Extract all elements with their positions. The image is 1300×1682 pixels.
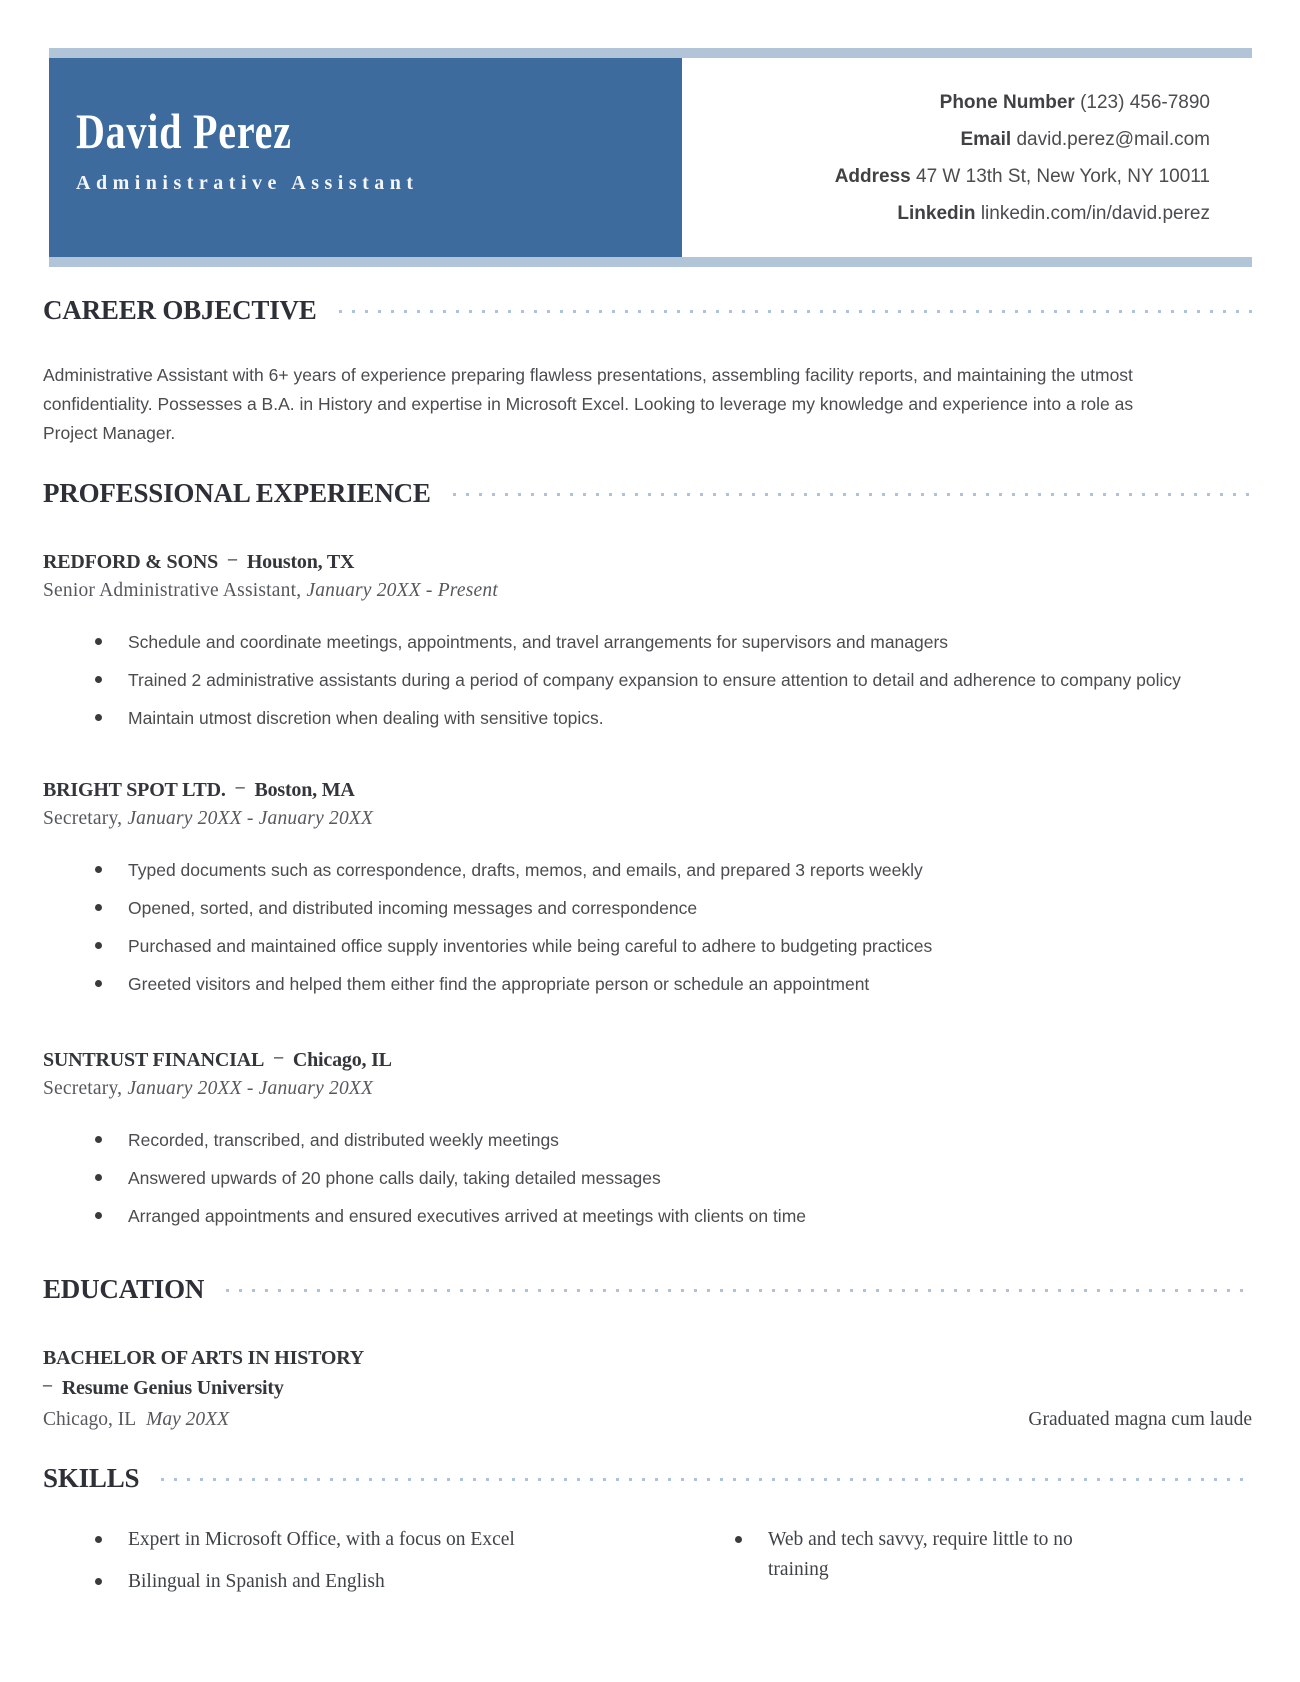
bullet-icon <box>95 714 102 721</box>
skill-text: Web and tech savvy, require little to no training <box>768 1529 1073 1580</box>
bullet-item <box>43 666 1223 694</box>
candidate-title: Administrative Assistant <box>76 172 419 194</box>
bullet-item <box>43 856 1223 884</box>
job-dates: January 20XX - Present <box>306 580 498 601</box>
contact-linkedin <box>682 195 1210 232</box>
bullet-icon <box>95 942 102 949</box>
dotted-divider <box>339 310 1252 313</box>
dotted-divider <box>453 493 1252 496</box>
bullet-icon <box>95 1136 102 1143</box>
dash-separator: – <box>235 776 245 796</box>
job-entry-bright-spot-ltd <box>43 778 1252 998</box>
dash-separator: – <box>274 1046 283 1066</box>
skills-column-left <box>43 1525 683 1609</box>
section-skills <box>43 1465 1252 1609</box>
company-name: REDFORD & SONS <box>43 551 218 573</box>
job-role-line <box>43 806 1252 832</box>
dotted-divider <box>226 1289 1252 1292</box>
job-bullet-list <box>43 628 1252 732</box>
education-honors: Graduated magna cum laude <box>1028 1409 1252 1430</box>
job-location: Chicago, IL <box>292 1049 392 1071</box>
degree-name: BACHELOR OF ARTS IN HISTORY <box>43 1347 365 1369</box>
job-entry-redford-and-sons <box>43 550 1252 732</box>
bullet-text: Greeted visitors and helped them either find the appropriate person or schedule an appointment <box>128 974 870 994</box>
education-meta <box>43 1407 1252 1433</box>
bullet-text: Arranged appointments and ensured executives arrived at meetings with clients on time <box>128 1206 807 1226</box>
job-company-line <box>43 550 1252 574</box>
career-objective-heading: CAREER OBJECTIVE <box>43 295 317 325</box>
bullet-icon <box>95 980 102 987</box>
skills-heading: SKILLS <box>43 1463 140 1493</box>
contact-email-label: Email <box>960 129 1012 150</box>
bullet-text: Purchased and maintained office supply inventories while being careful to adhere to budgeting practices <box>128 936 933 956</box>
header <box>49 48 1252 267</box>
job-company-line <box>43 1048 1252 1072</box>
job-role-line <box>43 1076 1252 1102</box>
resume-body <box>0 297 1300 1609</box>
contact-address <box>682 158 1210 195</box>
education-date: May 20XX <box>146 1409 229 1430</box>
company-name: BRIGHT SPOT LTD. <box>43 779 226 801</box>
bullet-item <box>43 1164 1223 1192</box>
professional-experience-header <box>43 480 1252 506</box>
contact-address-label: Address <box>834 166 911 187</box>
bullet-icon <box>95 904 102 911</box>
education-entry <box>43 1346 1252 1433</box>
bullet-text: Recorded, transcribed, and distributed weekly meetings <box>128 1130 559 1150</box>
header-bottom-accent-bar <box>49 257 1252 267</box>
professional-experience-heading: PROFESSIONAL EXPERIENCE <box>43 478 431 508</box>
contact-email-value: david.perez@mail.com <box>1016 129 1210 150</box>
job-role: Secretary, <box>43 808 123 829</box>
bullet-icon <box>95 638 102 645</box>
header-top-accent-bar <box>49 48 1252 58</box>
bullet-icon <box>95 866 102 873</box>
bullet-text: Schedule and coordinate meetings, appointments, and travel arrangements for supervisors and managers <box>128 632 949 652</box>
job-dates: January 20XX - January 20XX <box>127 808 374 829</box>
bullet-icon <box>95 676 102 683</box>
dash-separator: – <box>228 548 237 568</box>
skills-columns <box>43 1525 1252 1609</box>
job-bullet-list <box>43 1126 1252 1230</box>
career-objective-header <box>43 297 1252 323</box>
bullet-item <box>683 1525 1103 1585</box>
contact-address-value: 47 W 13th St, New York, NY 10011 <box>916 166 1210 187</box>
contact-linkedin-label: Linkedin <box>897 203 976 224</box>
job-role: Secretary, <box>43 1078 123 1099</box>
bullet-item <box>43 1567 683 1597</box>
skill-text: Bilingual in Spanish and English <box>128 1571 385 1592</box>
contact-email <box>682 121 1210 158</box>
career-objective-text: Administrative Assistant with 6+ years of experience preparing flawless presentations, assembling facility reports, and maintaining the utmost confidentiality. Possesses a B.A. in History and expertise in Microsoft Excel. Looking to leverage my knowledge and experience into a role as Project Manager. <box>43 365 1134 443</box>
bullet-text: Trained 2 administrative assistants during a period of company expansion to ensure attention to detail and adherence to company policy <box>128 670 1181 690</box>
education-location-date <box>43 1407 229 1433</box>
bullet-text: Opened, sorted, and distributed incoming messages and correspondence <box>128 898 698 918</box>
bullet-text: Typed documents such as correspondence, drafts, memos, and emails, and prepared 3 reports weekly <box>128 860 923 880</box>
bullet-icon <box>95 1174 102 1181</box>
education-header <box>43 1276 1252 1302</box>
bullet-item <box>43 628 1223 656</box>
job-dates: January 20XX - January 20XX <box>127 1078 374 1099</box>
bullet-icon <box>95 1578 102 1585</box>
job-location: Houston, TX <box>246 551 355 573</box>
header-main <box>49 58 1252 257</box>
bullet-item <box>43 1202 1223 1230</box>
section-professional-experience <box>43 480 1252 1230</box>
bullet-item <box>43 970 1223 998</box>
job-location: Boston, MA <box>254 779 355 801</box>
skills-header <box>43 1465 1252 1491</box>
education-location: Chicago, IL <box>43 1409 137 1430</box>
job-bullet-list <box>43 856 1252 998</box>
bullet-icon <box>95 1536 102 1543</box>
bullet-item <box>43 704 1223 732</box>
contact-linkedin-value: linkedin.com/in/david.perez <box>980 203 1210 224</box>
bullet-icon <box>95 1212 102 1219</box>
section-education <box>43 1276 1252 1433</box>
contact-phone-value: (123) 456-7890 <box>1080 92 1210 113</box>
candidate-name: David Perez <box>76 103 292 159</box>
bullet-item <box>43 894 1223 922</box>
skills-list-left <box>43 1525 683 1597</box>
contact-phone-label: Phone Number <box>939 92 1075 113</box>
school-line <box>43 1376 1252 1400</box>
section-career-objective <box>43 297 1252 448</box>
skills-list-right <box>683 1525 1252 1585</box>
bullet-text: Maintain utmost discretion when dealing with sensitive topics. <box>128 708 604 728</box>
contact-phone <box>682 84 1210 121</box>
contact-info <box>682 58 1252 257</box>
job-entry-suntrust-financial <box>43 1048 1252 1230</box>
bullet-item <box>43 932 1223 960</box>
bullet-icon <box>735 1536 742 1543</box>
skill-text: Expert in Microsoft Office, with a focus on Excel <box>128 1529 515 1550</box>
bullet-item <box>43 1126 1223 1154</box>
skills-column-right <box>683 1525 1252 1609</box>
job-role: Senior Administrative Assistant, <box>43 580 302 601</box>
job-company-line <box>43 778 1252 802</box>
bullet-text: Answered upwards of 20 phone calls daily, taking detailed messages <box>128 1168 661 1188</box>
dotted-divider <box>161 1478 1252 1481</box>
bullet-item <box>43 1525 683 1555</box>
dash-separator: – <box>43 1374 52 1394</box>
name-banner <box>49 58 682 257</box>
job-role-line <box>43 578 1252 604</box>
education-heading: EDUCATION <box>43 1274 205 1304</box>
school-name: Resume Genius University <box>61 1377 284 1399</box>
company-name: SUNTRUST FINANCIAL <box>43 1049 265 1071</box>
